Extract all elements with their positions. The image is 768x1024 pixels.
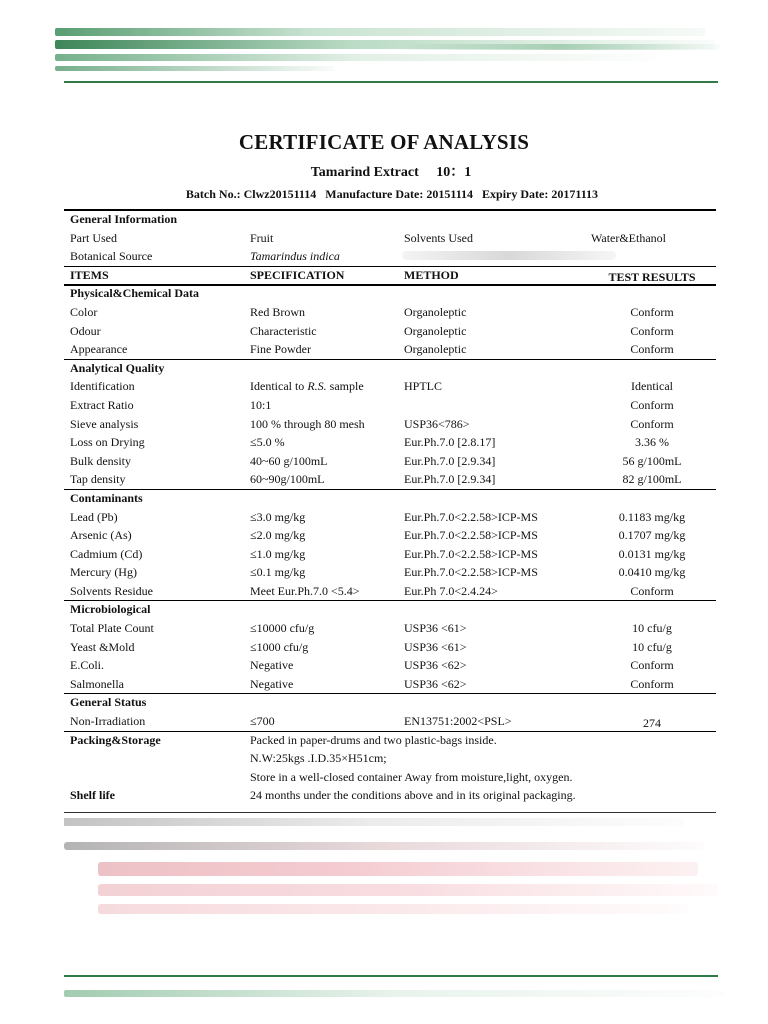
- header-rule: [64, 81, 718, 83]
- result-cell: 0.1707 mg/kg: [618, 528, 686, 543]
- item-cell: Extract Ratio: [70, 397, 134, 412]
- storage-text: Store in a well-closed container Away from moisture,light, oxygen.: [250, 769, 573, 784]
- table-row: [64, 675, 716, 694]
- method-cell: HPTLC: [404, 379, 443, 394]
- method-cell: Eur.Ph.7.0<2.2.58>ICP-MS: [404, 546, 538, 561]
- column-header-results: TEST RESULTS: [608, 269, 696, 284]
- method-cell: Organoleptic: [404, 304, 467, 319]
- item-cell: Odour: [70, 323, 101, 338]
- table-row: [64, 545, 716, 564]
- item-cell: Appearance: [70, 342, 128, 357]
- spec-cell: ≤3.0 mg/kg: [250, 509, 306, 524]
- item-cell: Yeast &Mold: [70, 639, 135, 654]
- shelf-life-text: 24 months under the conditions above and in its original packaging.: [250, 788, 576, 803]
- result-cell: 274: [643, 716, 661, 731]
- item-cell: Tap density: [70, 472, 126, 487]
- table-row: [64, 415, 716, 434]
- product-label: Tamarind Extract: [310, 165, 419, 180]
- spec-cell: ≤0.1 mg/kg: [250, 565, 306, 580]
- product-ratio: 10：1: [436, 165, 472, 180]
- header-stripe: [55, 66, 335, 71]
- method-cell: USP36 <61>: [404, 621, 467, 636]
- result-cell: 82 g/100mL: [622, 472, 682, 487]
- method-cell: Eur.Ph.7.0<2.2.58>ICP-MS: [404, 509, 538, 524]
- result-cell: Identical: [631, 379, 673, 394]
- blurred-stripe: [98, 862, 698, 876]
- item-cell: Salmonella: [70, 676, 124, 691]
- result-cell: Conform: [630, 676, 674, 691]
- shelf-life-label: Shelf life: [70, 788, 115, 803]
- section-heading-row: [64, 489, 716, 508]
- divider: [64, 489, 716, 490]
- spec-cell: ≤5.0 %: [250, 435, 285, 450]
- result-cell: Conform: [630, 397, 674, 412]
- item-cell: Arsenic (As): [70, 528, 132, 543]
- table-row: [64, 396, 716, 415]
- blurred-stripe: [98, 904, 688, 914]
- product-name: [0, 161, 768, 181]
- item-cell: Part Used: [70, 230, 117, 245]
- section-heading-row: [64, 600, 716, 619]
- section-heading: Physical&Chemical Data: [70, 286, 199, 301]
- table-row: [64, 656, 716, 675]
- packing-label: Packing&Storage: [70, 732, 161, 747]
- method-cell: Eur.Ph.7.0<2.2.58>ICP-MS: [404, 528, 538, 543]
- packing-text: N.W:25kgs .I.D.35×H51cm;: [250, 751, 387, 766]
- table-row: [64, 322, 716, 341]
- table-row: [64, 303, 716, 322]
- spec-cell: ≤10000 cfu/g: [250, 621, 315, 636]
- result-cell: Conform: [630, 342, 674, 357]
- item-cell: E.Coli.: [70, 658, 105, 673]
- spec-cell: Fruit: [250, 230, 274, 245]
- header-stripe: [55, 28, 705, 36]
- expiry-date: 20171113: [551, 187, 599, 201]
- spec-cell: Negative: [250, 676, 294, 691]
- item-cell: Mercury (Hg): [70, 565, 137, 580]
- column-header-specification: SPECIFICATION: [250, 267, 345, 282]
- spec-cell: Tamarindus indica: [250, 249, 340, 264]
- table-row: [64, 229, 716, 248]
- item-cell: Identification: [70, 379, 135, 394]
- result-cell: 10 cfu/g: [632, 639, 672, 654]
- item-cell: Sieve analysis: [70, 416, 139, 431]
- section-heading: Analytical Quality: [70, 360, 165, 375]
- method-cell: Eur.Ph 7.0<2.4.24>: [404, 583, 498, 598]
- blurred-stripe: [64, 842, 704, 850]
- item-cell: Lead (Pb): [70, 509, 118, 524]
- item-cell: Total Plate Count: [70, 621, 154, 636]
- result-cell: 0.0410 mg/kg: [618, 565, 686, 580]
- section-heading: Contaminants: [70, 490, 143, 505]
- item-cell: Loss on Drying: [70, 435, 145, 450]
- table-bottom-rule: [64, 812, 716, 813]
- divider: [64, 266, 716, 267]
- header-stripe: [55, 54, 655, 61]
- table-row: [64, 582, 716, 601]
- shelf-life-row: [64, 786, 716, 805]
- method-cell: USP36 <62>: [404, 658, 467, 673]
- spec-cell: ≤1.0 mg/kg: [250, 546, 306, 561]
- section-heading-row: [64, 693, 716, 712]
- item-cell: Botanical Source: [70, 249, 153, 264]
- divider: [64, 600, 716, 601]
- spec-cell: 10:1: [250, 397, 272, 412]
- blurred-stripe: [98, 884, 718, 896]
- table-row: [64, 247, 716, 266]
- result-cell: 3.36 %: [635, 435, 669, 450]
- spec-cell: ≤1000 cfu/g: [250, 639, 309, 654]
- batch-info: [0, 187, 768, 202]
- spec-text-italic: R.S.: [307, 379, 327, 394]
- result-cell: 56 g/100mL: [622, 453, 682, 468]
- footer-rule: [64, 975, 718, 977]
- spec-cell: ≤2.0 mg/kg: [250, 528, 306, 543]
- item-cell: Solvents Residue: [70, 583, 153, 598]
- spec-cell: Fine Powder: [250, 342, 311, 357]
- method-cell: EN13751:2002<PSL>: [404, 714, 512, 729]
- result-cell: Conform: [630, 658, 674, 673]
- spec-cell: Characteristic: [250, 323, 317, 338]
- method-cell: Eur.Ph.7.0 [2.9.34]: [404, 472, 496, 487]
- header-decoration: [0, 18, 768, 88]
- redacted-blur: [402, 251, 616, 260]
- method-cell: Eur.Ph.7.0<2.2.58>ICP-MS: [404, 565, 538, 580]
- section-heading-row: [64, 210, 716, 229]
- item-cell: Non-Irradiation: [70, 714, 146, 729]
- spec-text: sample: [326, 379, 364, 394]
- method-cell: Eur.Ph.7.0 [2.8.17]: [404, 435, 496, 450]
- packing-row: [64, 731, 716, 750]
- table-row: [64, 433, 716, 452]
- item-cell: Color: [70, 304, 98, 319]
- column-header-items: ITEMS: [70, 267, 109, 282]
- item-cell: Cadmium (Cd): [70, 546, 143, 561]
- manufacture-date: 20151114: [426, 187, 474, 201]
- table-row: [64, 563, 716, 582]
- packing-row: [64, 768, 716, 787]
- section-heading-row: [64, 359, 716, 378]
- result-cell: 10 cfu/g: [632, 621, 672, 636]
- item-cell: Bulk density: [70, 453, 132, 468]
- method-cell: USP36<786>: [404, 416, 470, 431]
- result-cell: Conform: [630, 323, 674, 338]
- spec-cell: Meet Eur.Ph.7.0 <5.4>: [250, 583, 360, 598]
- table-row: [64, 452, 716, 471]
- expiry-label: Expiry Date:: [482, 187, 549, 201]
- table-row: [64, 619, 716, 638]
- table-row: [64, 377, 716, 396]
- packing-row: [64, 749, 716, 768]
- spec-cell: ≤700: [250, 714, 275, 729]
- method-cell: USP36 <62>: [404, 676, 467, 691]
- table-row: [64, 470, 716, 489]
- blurred-stripe: [64, 818, 684, 826]
- result-cell: Conform: [630, 416, 674, 431]
- divider: [64, 693, 716, 694]
- spec-cell: Red Brown: [250, 304, 305, 319]
- batch-label: Batch No.:: [185, 187, 241, 201]
- method-cell: Eur.Ph.7.0 [2.9.34]: [404, 453, 496, 468]
- section-heading: General Status: [70, 695, 147, 710]
- document-title: CERTIFICATE OF ANALYSIS: [238, 130, 530, 154]
- packing-text: Packed in paper-drums and two plastic-bags inside.: [250, 732, 497, 747]
- table-row: [64, 526, 716, 545]
- method-cell: Solvents Used: [404, 230, 473, 245]
- result-cell: 0.1183 mg/kg: [618, 509, 686, 524]
- method-cell: USP36 <61>: [404, 639, 467, 654]
- section-heading: General Information: [70, 212, 177, 226]
- section-heading: Microbiological: [70, 602, 151, 617]
- spec-cell: 40~60 g/100mL: [250, 453, 328, 468]
- blurred-seal-area: [64, 838, 724, 928]
- header-stripe: [400, 44, 720, 50]
- table-row: [64, 508, 716, 527]
- table-row: [64, 638, 716, 657]
- analysis-table: [64, 209, 716, 805]
- spec-cell: 60~90g/100mL: [250, 472, 325, 487]
- manufacture-label: Manufacture Date:: [325, 187, 424, 201]
- spec-cell: 100 % through 80 mesh: [250, 416, 365, 431]
- result-cell: 0.0131 mg/kg: [618, 546, 686, 561]
- spec-text: Identical to: [250, 379, 308, 394]
- spec-cell: Negative: [250, 658, 294, 673]
- method-cell: Organoleptic: [404, 342, 467, 357]
- table-row: [64, 340, 716, 359]
- column-header-method: METHOD: [404, 267, 459, 282]
- batch-number: Clwz20151114: [243, 187, 317, 201]
- column-header-row: [64, 266, 716, 285]
- result-cell: Conform: [630, 583, 674, 598]
- result-cell: Water&Ethanol: [591, 230, 667, 245]
- result-cell: Conform: [630, 304, 674, 319]
- footer-stripe: [64, 990, 724, 997]
- section-heading-row: [64, 284, 716, 303]
- spec-cell: [250, 377, 364, 396]
- method-cell: Organoleptic: [404, 323, 467, 338]
- table-row: [64, 712, 716, 731]
